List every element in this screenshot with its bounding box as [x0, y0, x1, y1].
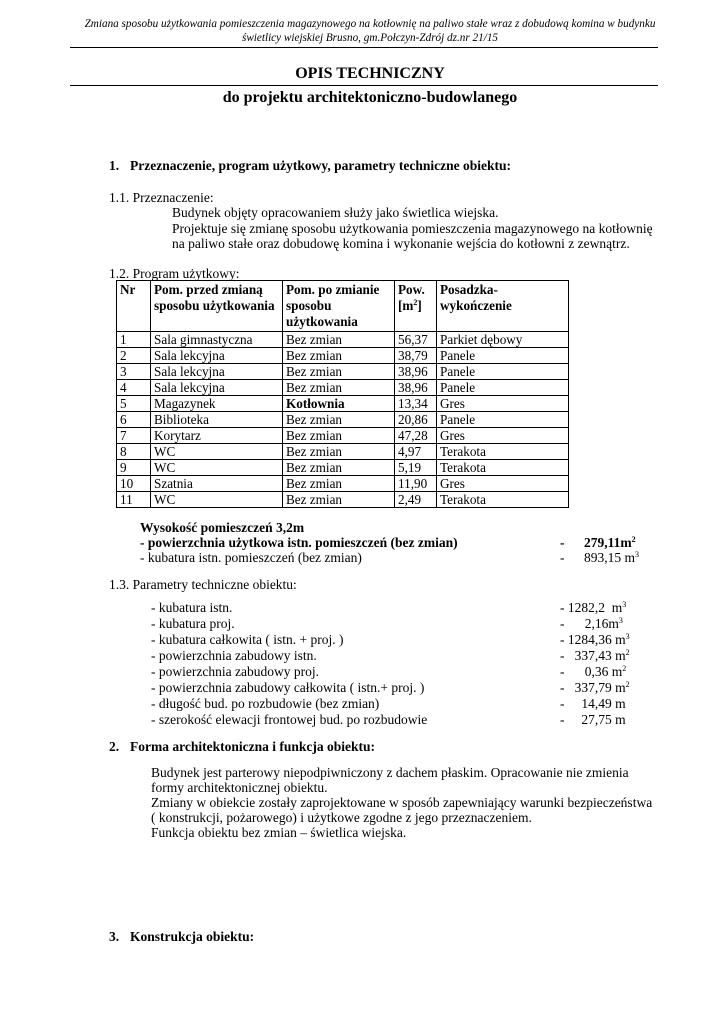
- cell-nr: 8: [117, 444, 151, 460]
- parameter-row: [151, 664, 641, 680]
- cell-floor: Panele: [437, 412, 569, 428]
- cell-before: Magazynek: [151, 396, 283, 412]
- col-header-before: Pom. przed zmianą sposobu użytkowania: [151, 281, 283, 332]
- cell-nr: 3: [117, 364, 151, 380]
- cell-after: Bez zmian: [283, 348, 395, 364]
- cell-area: 38,96: [395, 364, 437, 380]
- parameter-value: - 14,49 m: [560, 696, 626, 711]
- table-row: [117, 412, 569, 428]
- cell-before: WC: [151, 460, 283, 476]
- program-table: [116, 280, 569, 508]
- parameter-label: - powierzchnia zabudowy proj.: [151, 664, 319, 679]
- parameter-row: [151, 600, 641, 616]
- page-subtitle: do projektu architektoniczno-budowlanego: [222, 89, 518, 106]
- parameter-row: [151, 696, 641, 712]
- title-divider: [70, 85, 658, 86]
- cell-floor: Panele: [437, 348, 569, 364]
- usable-area-dash: -: [560, 535, 565, 550]
- parameter-value: - 337,79 $m^2$: [560, 680, 630, 695]
- table-row: [117, 364, 569, 380]
- parameter-label: - powierzchnia zabudowy istn.: [151, 648, 317, 663]
- col-header-area: Pow. $[m^2]$: [395, 281, 437, 332]
- table-row: [117, 332, 569, 348]
- cell-floor: Terakota: [437, 460, 569, 476]
- form-line-4: ( konstrukcji, pożarowego) i użytkowe zgodne z jego przeznaczeniem.: [151, 810, 532, 825]
- table-row: [117, 492, 569, 508]
- cell-after: Bez zmian: [283, 332, 395, 348]
- parameter-value: - 0,36 $m^2$: [560, 664, 627, 679]
- cell-after: Bez zmian: [283, 412, 395, 428]
- parameter-value: - 337,43 $m^2$: [560, 648, 630, 663]
- section-3-number: 3.: [109, 929, 120, 944]
- form-line-3: Zmiany w obiekcie zostały zaprojektowane w sposób zapewniający warunki bezpieczeństwa: [151, 795, 653, 810]
- parameter-value: - 1284,36 $m^3$: [560, 632, 630, 647]
- subsection-1-3-heading: 1.3. Parametry techniczne obiektu:: [109, 577, 297, 592]
- parameter-value: - 1282,2 $m^3$: [560, 600, 627, 615]
- purpose-line-3: na paliwo stałe oraz dobudowę komina i wykonanie wejścia do kotłowni z zewnątrz.: [172, 236, 630, 251]
- cell-nr: 2: [117, 348, 151, 364]
- parameter-label: - szerokość elewacji frontowej bud. po rozbudowie: [151, 712, 428, 727]
- cell-after: Bez zmian: [283, 460, 395, 476]
- cell-area: 38,96: [395, 380, 437, 396]
- parameter-row: [151, 680, 641, 696]
- cell-after: Bez zmian: [283, 380, 395, 396]
- cell-area: 47,28: [395, 428, 437, 444]
- cell-before: Korytarz: [151, 428, 283, 444]
- parameter-row: [151, 712, 641, 728]
- table-row: [117, 460, 569, 476]
- col-header-after: Pom. po zmianie sposobu użytkowania: [283, 281, 395, 332]
- section-1-heading: Przeznaczenie, program użytkowy, parametry techniczne obiektu:: [130, 158, 512, 173]
- volume-label: - kubatura istn. pomieszczeń (bez zmian): [140, 550, 362, 565]
- cell-after: Bez zmian: [283, 492, 395, 508]
- cell-before: WC: [151, 492, 283, 508]
- table-row: [117, 444, 569, 460]
- cell-area: 11,90: [395, 476, 437, 492]
- cell-floor: Panele: [437, 380, 569, 396]
- cell-nr: 9: [117, 460, 151, 476]
- parameter-value: - $2,16m^3$: [560, 616, 623, 631]
- cell-area: 5,19: [395, 460, 437, 476]
- table-header-row: [117, 281, 569, 332]
- parameter-label: - kubatura proj.: [151, 616, 235, 631]
- table-row: [117, 348, 569, 364]
- parameter-label: - powierzchnia zabudowy całkowita ( istn.+ proj. ): [151, 680, 425, 695]
- table-row: [117, 428, 569, 444]
- cell-after: Bez zmian: [283, 428, 395, 444]
- section-2-number: 2.: [109, 739, 120, 754]
- usable-area-value: $279,11m^2$: [584, 535, 636, 550]
- cell-nr: 11: [117, 492, 151, 508]
- cell-before: Sala lekcyjna: [151, 364, 283, 380]
- table-row: [117, 380, 569, 396]
- cell-before: Sala lekcyjna: [151, 380, 283, 396]
- cell-nr: 5: [117, 396, 151, 412]
- subsection-1-1-heading: 1.1. Przeznaczenie:: [109, 190, 214, 205]
- header-line-2: świetlicy wiejskiej Brusno, gm.Połczyn-Zdrój dz.nr 21/15: [241, 32, 499, 44]
- volume-value: 893,15 $m^3$: [584, 550, 640, 565]
- cell-after: Kotłownia: [283, 396, 395, 412]
- section-3-heading: Konstrukcja obiektu:: [130, 929, 255, 944]
- volume-dash: -: [560, 550, 565, 565]
- form-line-2: formy architektonicznej obiektu.: [151, 780, 328, 795]
- cell-after: Bez zmian: [283, 444, 395, 460]
- section-1-number: 1.: [109, 158, 120, 173]
- form-line-1: Budynek jest parterowy niepodpiwniczony z dachem płaskim. Opracowanie nie zmienia: [151, 765, 629, 780]
- cell-area: 38,79: [395, 348, 437, 364]
- cell-before: Sala gimnastyczna: [151, 332, 283, 348]
- cell-floor: Parkiet dębowy: [437, 332, 569, 348]
- cell-nr: 1: [117, 332, 151, 348]
- parameter-row: [151, 632, 641, 648]
- page-title: OPIS TECHNICZNY: [295, 65, 445, 82]
- cell-nr: 4: [117, 380, 151, 396]
- cell-before: Sala lekcyjna: [151, 348, 283, 364]
- cell-floor: Terakota: [437, 492, 569, 508]
- cell-floor: Terakota: [437, 444, 569, 460]
- cell-after: Bez zmian: [283, 364, 395, 380]
- header-divider: [70, 47, 658, 48]
- cell-floor: Gres: [437, 476, 569, 492]
- cell-before: Szatnia: [151, 476, 283, 492]
- col-header-nr: Nr: [117, 281, 151, 332]
- parameter-row: [151, 648, 641, 664]
- cell-nr: 10: [117, 476, 151, 492]
- cell-before: Biblioteka: [151, 412, 283, 428]
- parameter-row: [151, 616, 641, 632]
- cell-floor: Gres: [437, 428, 569, 444]
- cell-nr: 7: [117, 428, 151, 444]
- parameter-value: - 27,75 m: [560, 712, 626, 727]
- col-header-floor: Posadzka- wykończenie: [437, 281, 569, 332]
- cell-nr: 6: [117, 412, 151, 428]
- cell-floor: Panele: [437, 364, 569, 380]
- usable-area-label: - powierzchnia użytkowa istn. pomieszczeń (bez zmian): [140, 535, 458, 550]
- subsection-1-2-heading: 1.2. Program użytkowy:: [109, 266, 240, 281]
- cell-before: WC: [151, 444, 283, 460]
- cell-area: 13,34: [395, 396, 437, 412]
- parameter-label: - długość bud. po rozbudowie (bez zmian): [151, 696, 380, 711]
- document-header: [70, 17, 670, 45]
- cell-after: Bez zmian: [283, 476, 395, 492]
- form-line-5: Funkcja obiektu bez zmian – świetlica wiejska.: [151, 825, 407, 840]
- table-row: [117, 396, 569, 412]
- cell-area: 2,49: [395, 492, 437, 508]
- purpose-line-1: Budynek objęty opracowaniem służy jako świetlica wiejska.: [172, 205, 499, 220]
- header-line-1: Zmiana sposobu użytkowania pomieszczenia magazynowego na kotłownię na paliwo stałe wraz z dobudową komina w budynku: [84, 18, 656, 30]
- cell-floor: Gres: [437, 396, 569, 412]
- table-row: [117, 476, 569, 492]
- section-2-heading: Forma architektoniczna i funkcja obiektu:: [130, 739, 375, 754]
- cell-area: 20,86: [395, 412, 437, 428]
- cell-area: 56,37: [395, 332, 437, 348]
- parameter-label: - kubatura istn.: [151, 600, 233, 615]
- purpose-line-2: Projektuje się zmianę sposobu użytkowania pomieszczenia magazynowego na kotłownię: [172, 221, 653, 236]
- cell-area: 4,97: [395, 444, 437, 460]
- room-height: Wysokość pomieszczeń 3,2m: [140, 520, 305, 535]
- parameter-label: - kubatura całkowita ( istn. + proj. ): [151, 632, 344, 647]
